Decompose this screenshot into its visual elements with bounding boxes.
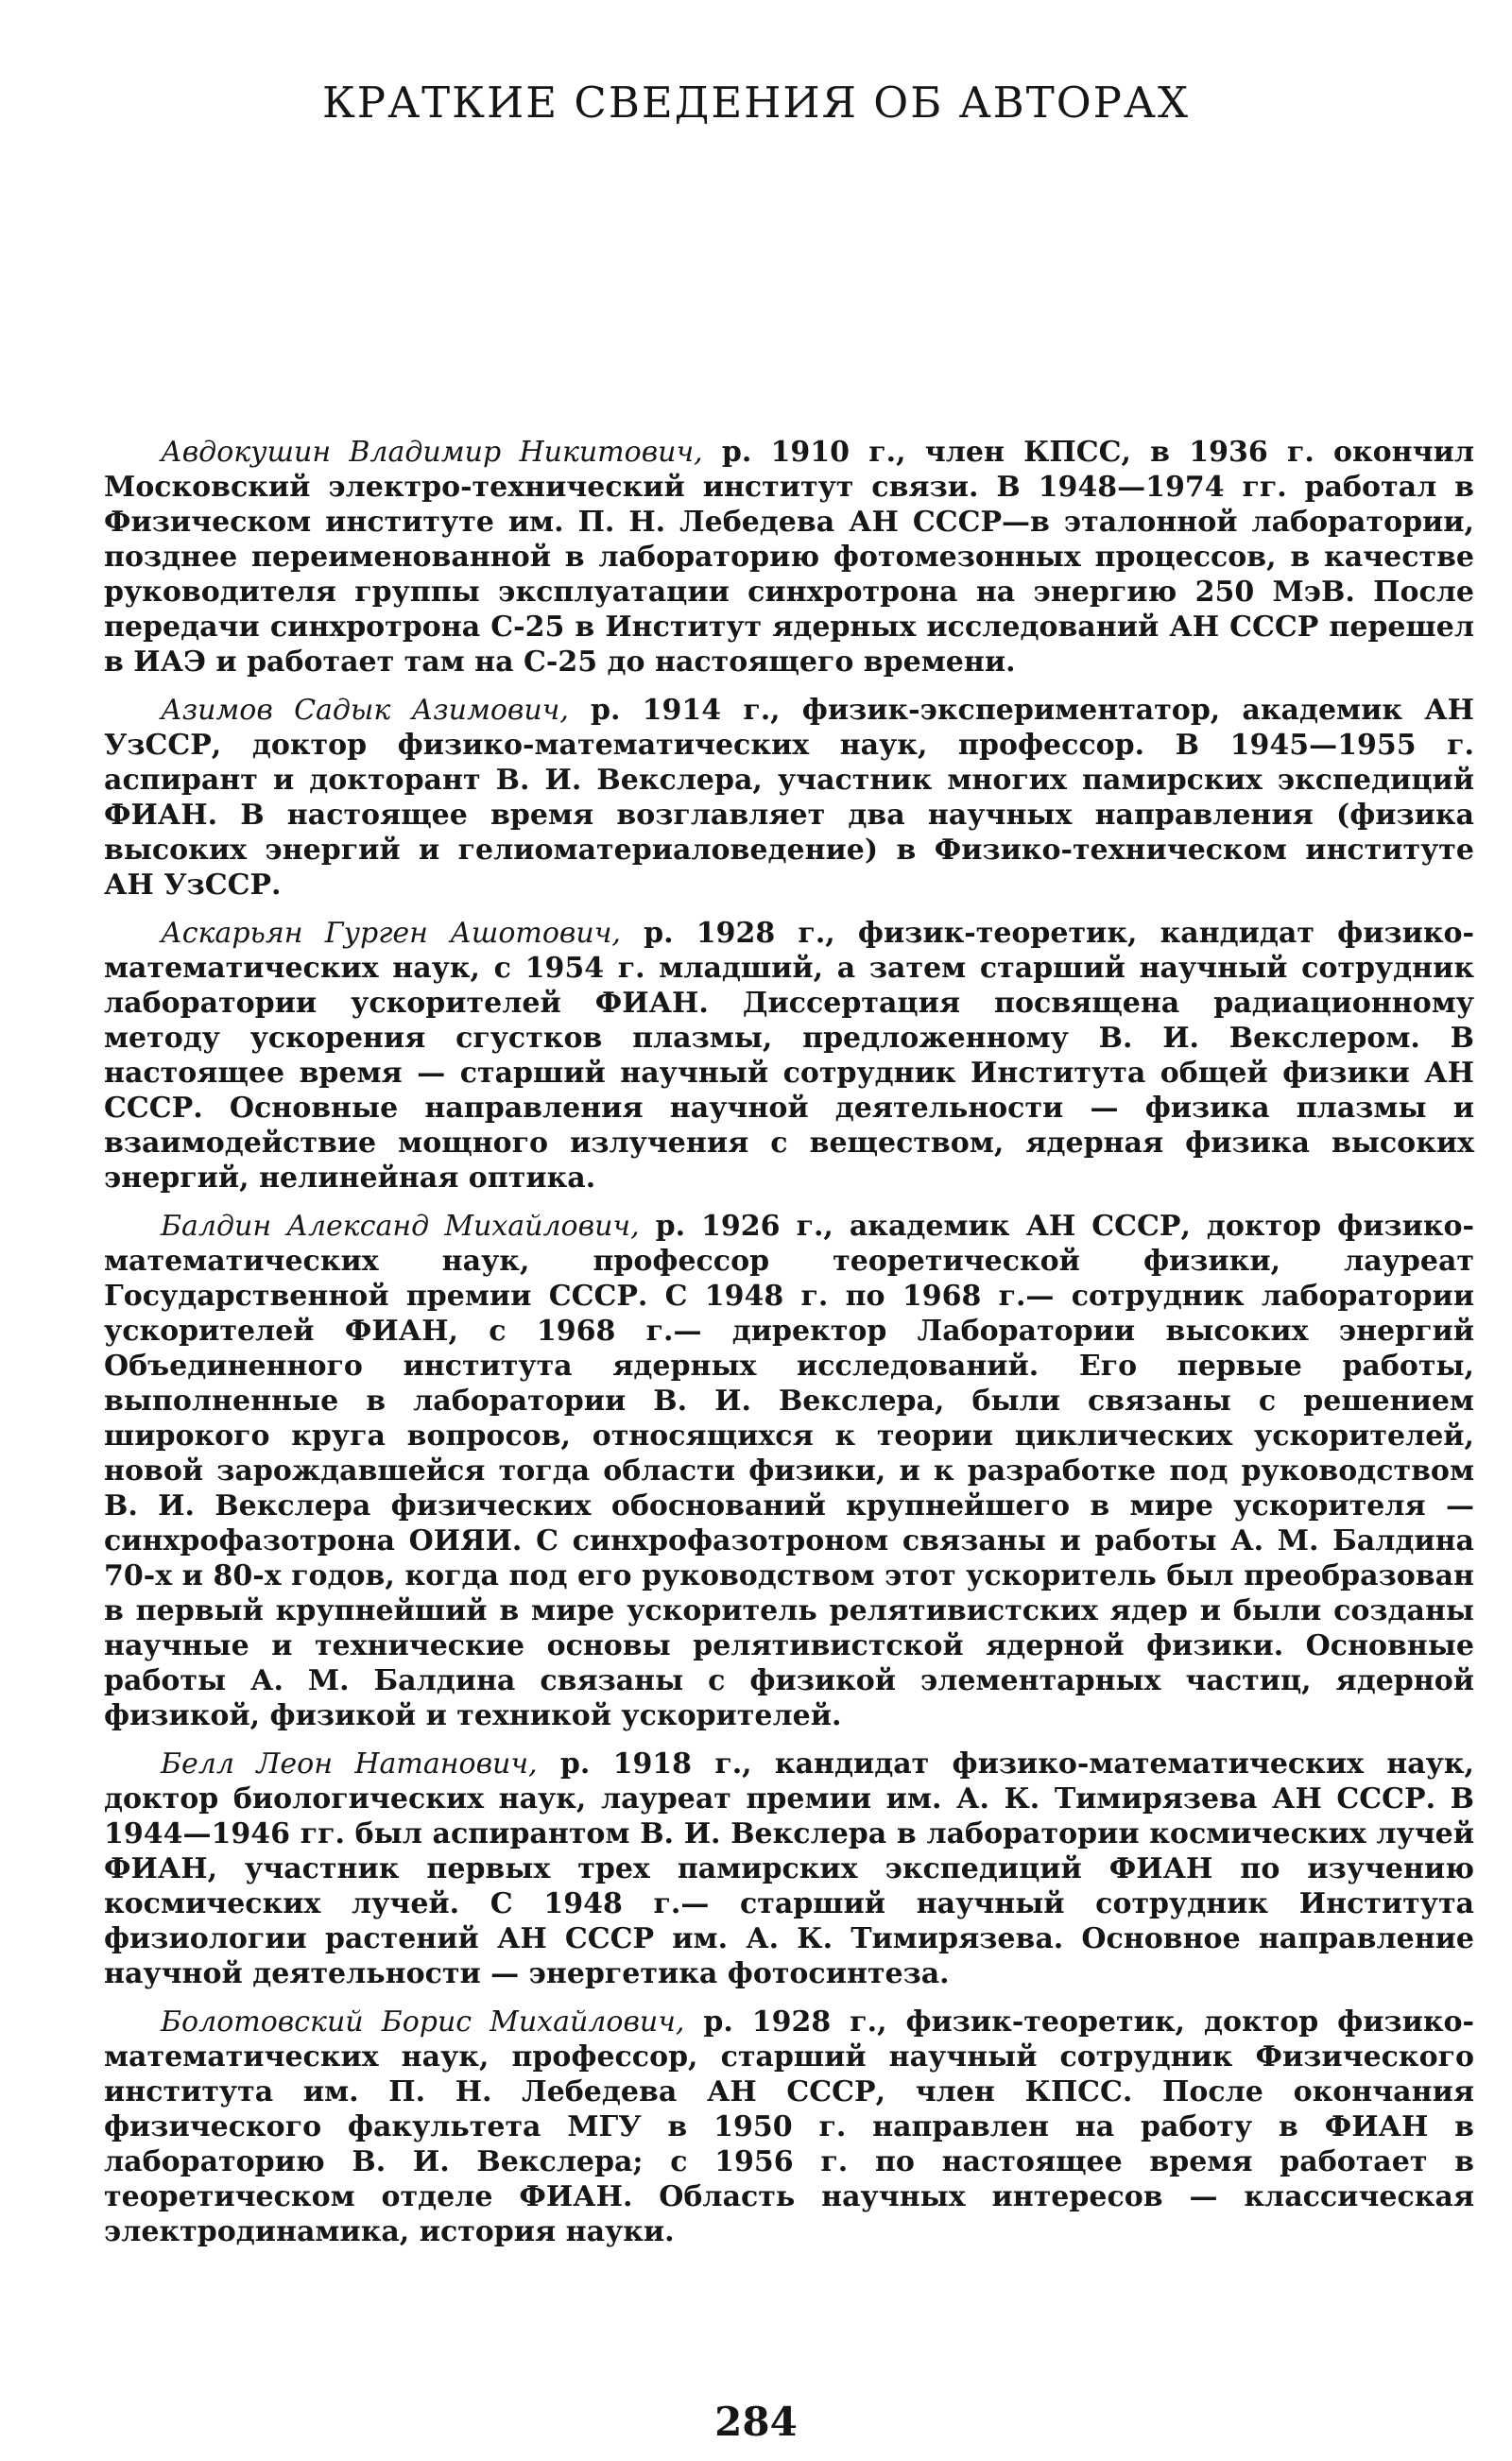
author-entry bbox=[104, 2005, 1474, 2249]
author-name: Белл Леон Натанович, bbox=[161, 1747, 538, 1781]
author-entry bbox=[104, 916, 1474, 1196]
author-name: Азимов Садык Азимович, bbox=[161, 694, 569, 727]
author-entry bbox=[104, 1747, 1474, 1991]
author-bio: р. 1910 г., член КПСС, в 1936 г. окончил Московский электро-технический институт связи. В 1948—1974 гг. работал в Физическом институте им. П. Н. Лебедева АН СССР—в эталонной лаборатории, позднее переименованной в лабораторию фотомезонных процессов, в качестве руководителя группы эксплуатации синхротрона на энергию 250 МэВ. После передачи синхротрона С-25 в Институт ядерных исследований АН СССР перешел в ИАЭ и работает там на С-25 до настоящего времени. bbox=[104, 436, 1475, 679]
author-bio: р. 1928 г., физик-теоретик, кандидат физико-математических наук, с 1954 г. младший, а затем старший научный сотрудник лаборатории ускорителей ФИАН. Диссертация посвящена радиационному методу ускорения сгустков плазмы, предложенному В. И. Векслером. В настоящее время — старший научный сотрудник Института общей физики АН СССР. Основные направления научной деятельности — физика плазмы и взаимодействие мощного излучения с веществом, ядерная физика высоких энергий, нелинейная оптика. bbox=[104, 917, 1474, 1195]
page-title: КРАТКИЕ СВЕДЕНИЯ ОБ АВТОРАХ bbox=[321, 77, 1191, 128]
author-bio: р. 1928 г., физик-теоретик, доктор физико-математических наук, профессор, старший научный сотрудник Физического института им. П. Н. Лебедева АН СССР, член КПСС. После окончания физического факультета МГУ в 1950 г. направлен на работу в ФИАН в лабораторию В. И. Векслера; с 1956 г. по настоящее время работает в теоретическом отделе ФИАН. Область научных интересов — классическая электродинамика, история науки. bbox=[104, 2005, 1474, 2248]
author-name: Авдокушин Владимир Никитович, bbox=[161, 436, 703, 469]
author-bio: р. 1926 г., академик АН СССР, доктор физико-математических наук, профессор теоретической физики, лауреат Государственной премии СССР. С 1948 г. по 1968 г.— сотрудник лаборатории ускорителей ФИАН, с 1968 г.— директор Лаборатории высоких энергий Объединенного института ядерных исследований. Его первые работы, выполненные в лаборатории В. И. Векслера, были связаны с решением широкого круга вопросов, относящихся к теории циклических ускорителей, новой зарождавшейся тогда области физики, и к разработке под руководством В. И. Векслера физических обоснований крупнейшего в мире ускорителя — синхрофазотрона ОИЯИ. С синхрофазотроном связаны и работы А. М. Балдина 70-х и 80-х годов, когда под его руководством этот ускоритель был преобразован в первый крупнейший в мире ускоритель релятивистских ядер и были созданы научные и технические основы релятивистской ядерной физики. Основные работы А. М. Балдина связаны с физикой элементарных частиц, ядерной физикой, физикой и техникой ускорителей. bbox=[104, 1210, 1474, 1732]
author-bio: р. 1918 г., кандидат физико-математических наук, доктор биологических наук, лауреат премии им. А. К. Тимирязева АН СССР. В 1944—1946 гг. был аспирантом В. И. Векслера в лаборатории космических лучей ФИАН, участник первых трех памирских экспедиций ФИАН по изучению космических лучей. С 1948 г.— старший научный сотрудник Института физиологии растений АН СССР им. А. К. Тимирязева. Основное направление научной деятельности — энергетика фотосинтеза. bbox=[104, 1747, 1474, 1990]
author-name: Балдин Александ Михайлович, bbox=[161, 1210, 640, 1243]
author-entry bbox=[104, 1209, 1474, 1733]
author-entry bbox=[104, 693, 1474, 903]
author-name: Болотовский Борис Михайлович, bbox=[161, 2005, 685, 2039]
author-name: Аскарьян Гурген Ашотович, bbox=[161, 917, 621, 950]
author-bio: р. 1914 г., физик-экспериментатор, академик АН УзССР, доктор физико-математических наук, профессор. В 1945—1955 г. аспирант и докторант В. И. Векслера, участник многих памирских экспедиций ФИАН. В настоящее время возглавляет два научных направления (физика высоких энергий и гелиоматериаловедение) в Физико-техническом институте АН УзССР. bbox=[104, 694, 1474, 902]
author-list bbox=[104, 435, 1474, 2263]
page-number: 284 bbox=[714, 2399, 798, 2445]
author-entry bbox=[104, 435, 1474, 680]
